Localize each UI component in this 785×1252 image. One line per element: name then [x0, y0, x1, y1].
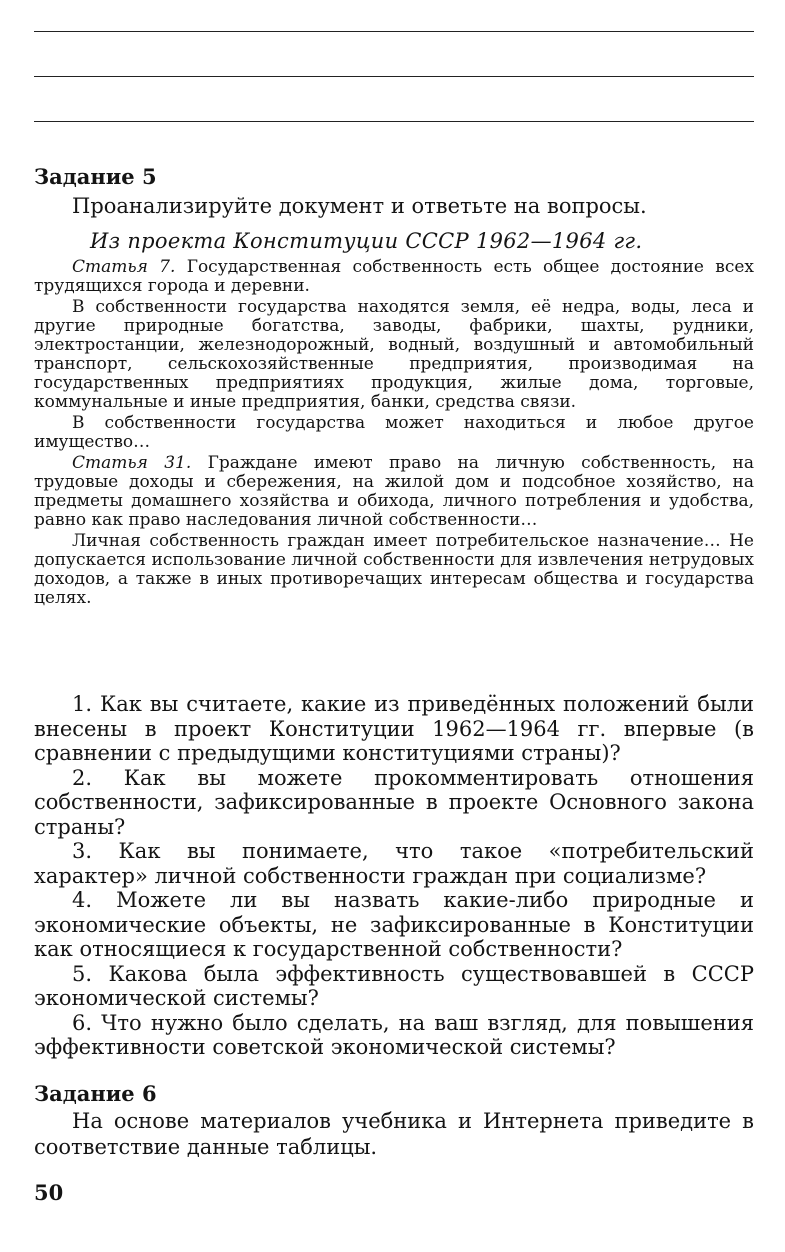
question-item: 1. Как вы считаете, какие из приведённых положений были внесены в проект Конституции 1962—1964 гг. впервые (в сравнении с предыдущими конституциями страны)?	[34, 692, 754, 765]
document-text	[34, 258, 754, 610]
question-item: 5. Какова была эффективность существовавшей в СССР экономической системы?	[34, 961, 754, 1010]
question-item: 2. Как вы можете прокомментировать отношения собственности, зафиксированные в проекте Основного закона страны?	[34, 765, 754, 839]
answer-line-3	[34, 121, 754, 122]
page-number: 50	[34, 1180, 64, 1205]
document-title: Из проекта Конституции СССР 1962—1964 гг.	[90, 229, 643, 253]
article-7-label: Статья 7.	[72, 257, 176, 277]
task5-instruction: Проанализируйте документ и ответьте на вопросы.	[72, 194, 647, 218]
article-31-label: Статья 31.	[72, 453, 192, 473]
document-paragraph-5: Личная собственность граждан имеет потребительское назначение… Не допускается использование личной собственности для извлечения нетрудовых доходов, а также в иных противоречащих интересам общества и государства целях.	[34, 531, 754, 608]
answer-line-1	[34, 31, 754, 32]
task6-heading: Задание 6	[34, 1081, 157, 1106]
article-7-text: Государственная собственность есть общее достояние всех трудящихся города и деревни.	[34, 257, 754, 296]
question-item: 6. Что нужно было сделать, на ваш взгляд, для повышения эффективности советской экономической системы?	[34, 1010, 754, 1059]
task6-instruction: На основе материалов учебника и Интернета приведите в соответствие данные таблицы.	[34, 1109, 754, 1159]
article-31-text: Граждане имеют право на личную собственность, на трудовые доходы и сбережения, на жилой дом и подсобное хозяйство, на предметы домашнего хозяйства и обихода, личного потребления и удобства, равно как право наследования личной собственности…	[34, 453, 754, 530]
question-item: 3. Как вы понимаете, что такое «потребительский характер» личной собственности граждан при социализме?	[34, 839, 754, 888]
task5-heading: Задание 5	[34, 164, 157, 189]
document-paragraph-2: В собственности государства находятся земля, её недра, воды, леса и другие природные богатства, заводы, фабрики, шахты, рудники, электростанции, железнодорожный, водный, воздушный и автомобильный транспорт, сельскохозяйственные предприятия, производимая на государственных предприятиях продукция, жилые дома, торговые, коммунальные и иные предприятия, банки, средства связи.	[34, 297, 754, 412]
article-7	[34, 258, 754, 296]
article-31	[34, 454, 754, 530]
question-item: 4. Можете ли вы назвать какие-либо природные и экономические объекты, не зафиксированные в Конституции как относящиеся к государственной собственности?	[34, 888, 754, 961]
question-list	[34, 692, 754, 1060]
document-paragraph-3: В собственности государства может находиться и любое другое имущество…	[34, 413, 754, 452]
answer-line-2	[34, 76, 754, 77]
